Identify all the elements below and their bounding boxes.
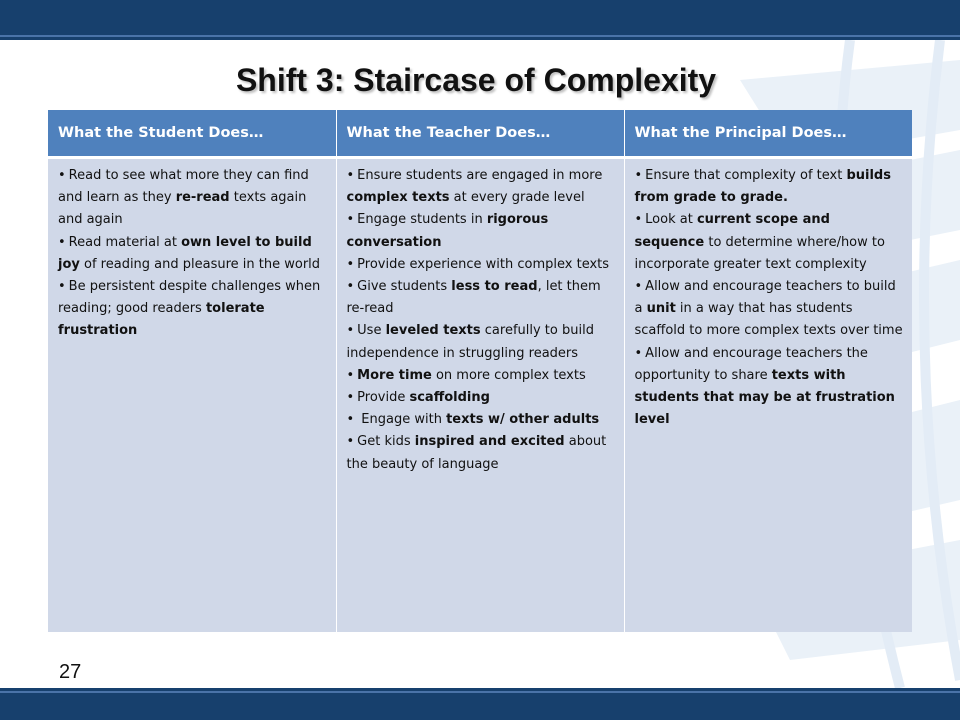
bullet-icon: • bbox=[346, 367, 355, 383]
bullet-icon: • bbox=[346, 256, 355, 272]
header-principal: What the Principal Does… bbox=[624, 110, 912, 158]
list-item bbox=[347, 165, 616, 209]
table-header-row bbox=[48, 110, 912, 158]
list-item bbox=[347, 276, 616, 320]
student-cell bbox=[48, 158, 336, 633]
bullet-icon: • bbox=[346, 323, 355, 339]
bottom-banner bbox=[0, 688, 960, 720]
bold-text: More time bbox=[357, 367, 432, 383]
header-student: What the Student Does… bbox=[48, 110, 336, 158]
bold-text: current scope and sequence bbox=[634, 212, 830, 250]
principal-list bbox=[635, 165, 905, 431]
list-item bbox=[635, 276, 905, 343]
list-item bbox=[347, 409, 616, 431]
bullet-icon: • bbox=[634, 168, 643, 183]
bold-text: tolerate frustration bbox=[58, 301, 265, 339]
slide-number: 27 bbox=[59, 661, 82, 683]
bold-text: unit bbox=[646, 301, 676, 317]
bullet-icon: • bbox=[346, 212, 355, 228]
list-item bbox=[58, 165, 328, 232]
item-text: of reading and pleasure in the world bbox=[79, 256, 321, 272]
item-text: Engage with bbox=[357, 412, 447, 428]
top-banner-stripe bbox=[0, 35, 960, 37]
bottom-banner-stripe bbox=[0, 691, 960, 693]
item-text: Read material at bbox=[68, 234, 182, 250]
item-text: carefully to build independence in struggling readers bbox=[346, 323, 594, 361]
bold-text: texts w/ other adults bbox=[446, 412, 600, 428]
bullet-icon: • bbox=[346, 390, 355, 406]
list-item bbox=[347, 254, 616, 276]
bullet-icon: • bbox=[346, 434, 355, 450]
bullet-icon: • bbox=[346, 412, 355, 428]
bold-text: complex texts bbox=[346, 190, 450, 206]
list-item bbox=[347, 209, 616, 253]
item-text: Engage students in bbox=[357, 212, 487, 228]
bold-text: rigorous conversation bbox=[346, 212, 549, 250]
teacher-cell bbox=[336, 158, 624, 633]
bold-text: less to read bbox=[451, 279, 538, 295]
item-text: Read to see what more they can find and learn as they bbox=[58, 168, 309, 206]
item-text: Use bbox=[357, 323, 386, 339]
bullet-icon: • bbox=[346, 279, 355, 295]
item-text: to determine where/how to incorporate greater text complexity bbox=[634, 234, 885, 272]
item-text: Provide experience with complex texts bbox=[357, 256, 610, 272]
list-item bbox=[347, 320, 616, 364]
item-text: on more complex texts bbox=[431, 367, 586, 383]
list-item bbox=[635, 209, 905, 276]
bold-text: own level to build joy bbox=[58, 234, 312, 272]
bold-text: leveled texts bbox=[385, 323, 481, 339]
item-text: Look at bbox=[645, 212, 697, 228]
bullet-icon: • bbox=[634, 279, 643, 295]
item-text: Ensure that complexity of text bbox=[645, 168, 847, 183]
bullet-icon: • bbox=[58, 279, 66, 295]
header-teacher: What the Teacher Does… bbox=[336, 110, 624, 158]
item-text: at every grade level bbox=[449, 190, 585, 206]
comparison-table bbox=[48, 110, 912, 632]
bold-text: texts with students that may be at frustration level bbox=[634, 367, 895, 428]
item-text: Give students bbox=[357, 279, 452, 295]
list-item bbox=[347, 387, 616, 409]
item-text: Ensure students are engaged in more bbox=[357, 168, 603, 183]
list-item bbox=[635, 343, 905, 432]
item-text: in a way that has students scaffold to more complex texts over time bbox=[634, 301, 903, 339]
item-text: Allow and encourage teachers to build a bbox=[634, 279, 896, 317]
list-item bbox=[347, 431, 616, 475]
table-row bbox=[48, 158, 912, 633]
item-text: Provide bbox=[357, 390, 410, 406]
bold-text: scaffolding bbox=[409, 390, 490, 406]
bullet-icon: • bbox=[634, 212, 643, 228]
teacher-list bbox=[347, 165, 616, 476]
bullet-icon: • bbox=[58, 168, 66, 183]
item-text: texts again and again bbox=[58, 190, 307, 228]
top-banner bbox=[0, 0, 960, 40]
list-item bbox=[58, 232, 328, 276]
item-text: Be persistent despite challenges when reading; good readers bbox=[58, 279, 321, 317]
principal-cell bbox=[624, 158, 912, 633]
list-item bbox=[347, 365, 616, 387]
slide-title: Shift 3: Staircase of Complexity bbox=[235, 62, 717, 98]
bold-text: re-read bbox=[175, 190, 230, 206]
item-text: Allow and encourage teachers the opportunity to share bbox=[634, 345, 868, 383]
item-text: , let them re-read bbox=[346, 279, 601, 317]
item-text: Get kids bbox=[357, 434, 415, 450]
bold-text: inspired and excited bbox=[414, 434, 565, 450]
bullet-icon: • bbox=[346, 168, 355, 183]
bullet-icon: • bbox=[58, 234, 66, 250]
bullet-icon: • bbox=[634, 345, 643, 361]
bold-text: builds from grade to grade. bbox=[634, 168, 891, 206]
list-item bbox=[635, 165, 905, 209]
item-text: about the beauty of language bbox=[346, 434, 607, 472]
student-list bbox=[58, 165, 328, 343]
list-item bbox=[58, 276, 328, 343]
